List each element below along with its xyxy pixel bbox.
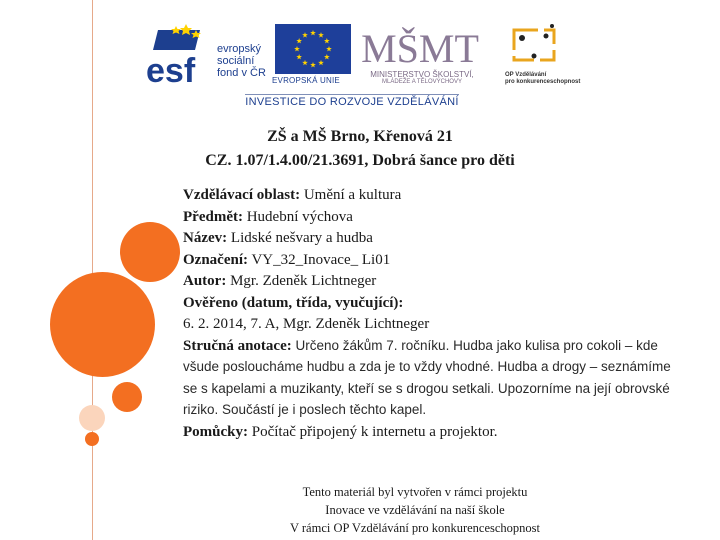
name-label: Název:	[183, 230, 228, 246]
info-row-subject	[183, 207, 683, 229]
eu-caption: EVROPSKÁ UNIE	[272, 76, 340, 85]
info-row-author	[183, 271, 683, 293]
opvk-caption-line: OP Vzdělávání	[505, 72, 547, 78]
decorative-vertical-line	[92, 0, 93, 540]
msmt-caption	[357, 70, 487, 86]
material-info	[183, 185, 683, 443]
decorative-circle	[85, 432, 99, 446]
esf-caption-line: evropský	[217, 43, 262, 55]
verified-value: 6. 2. 2014, 7. A, Mgr. Zdeněk Lichtneger	[183, 316, 430, 332]
author-value: Mgr. Zdeněk Lichtneger	[226, 273, 377, 289]
esf-caption	[217, 43, 266, 79]
subject-value: Hudební výchova	[242, 208, 353, 225]
esf-caption-line: sociální	[217, 55, 255, 67]
annotation-value: Určeno žákům 7. ročníku. Hudba jako kulisa pro cokoli – kde všude posloucháme hudbu a zda je to vždy vhodné. Hudba a drogy – seznámíme se s kapelami a muzikanty, kteří se s drogou setkali. Upozorníme na její obrovské riziko. Součástí je i poslech těchto kapel.	[183, 337, 671, 417]
investment-text: INVESTICE DO ROZVOJE VZDĚLÁVÁNÍ	[245, 96, 459, 108]
opvk-logo-icon	[508, 22, 560, 66]
area-value: Umění a kultura	[300, 187, 402, 203]
annotation-label: Stručná anotace:	[183, 337, 292, 354]
tools-value: Počítač připojený k internetu a projektor.	[248, 423, 498, 440]
school-name: ZŠ a MŠ Brno, Křenová 21	[267, 128, 453, 145]
msmt-caption-line: MINISTERSTVO ŠKOLSTVÍ,	[370, 70, 474, 79]
area-label: Vzdělávací oblast:	[183, 187, 301, 203]
eu-flag-icon	[275, 24, 351, 74]
verified-label: Ověřeno (datum, třída, vyučující):	[183, 294, 404, 311]
info-row-name	[183, 228, 683, 250]
decorative-circle	[79, 405, 105, 431]
msmt-letters: MŠMT	[361, 26, 479, 71]
footer-line: Tento materiál byl vytvořen v rámci projektu	[302, 485, 528, 499]
code-value: VY_32_Inovace_ Li01	[248, 251, 391, 268]
info-row-annotation	[183, 336, 673, 422]
info-row-code	[183, 250, 683, 272]
info-row-tools	[183, 422, 683, 444]
decorative-circle	[50, 272, 155, 377]
esf-letters: esf	[146, 52, 196, 90]
tools-label: Pomůcky:	[183, 423, 248, 440]
esf-caption-line: fond v ČR	[217, 67, 266, 79]
footer-line: Inovace ve vzdělávání na naší škole	[325, 503, 505, 517]
decorative-circle	[120, 222, 180, 282]
opvk-caption	[505, 72, 580, 86]
info-row-area	[183, 185, 683, 207]
decorative-circle	[112, 382, 142, 412]
name-value: Lidské nešvary a hudba	[227, 230, 373, 246]
code-label: Označení:	[183, 251, 248, 268]
footer-line: V rámci OP Vzdělávání pro konkurenceschopnost	[289, 521, 541, 535]
esf-logo-icon	[140, 22, 210, 90]
opvk-caption-line: pro konkurenceschopnost	[505, 79, 581, 85]
project-code: CZ. 1.07/1.4.00/21.3691, Dobrá šance pro děti	[205, 152, 515, 169]
info-row-verified	[183, 293, 683, 315]
investment-banner	[0, 94, 720, 108]
author-label: Autor:	[183, 273, 227, 289]
msmt-logo-icon	[361, 18, 479, 71]
msmt-caption-line: MLÁDEŽE A TĚLOVÝCHOVY	[382, 79, 462, 85]
subject-label: Předmět:	[183, 208, 243, 225]
footer-note	[260, 483, 570, 537]
